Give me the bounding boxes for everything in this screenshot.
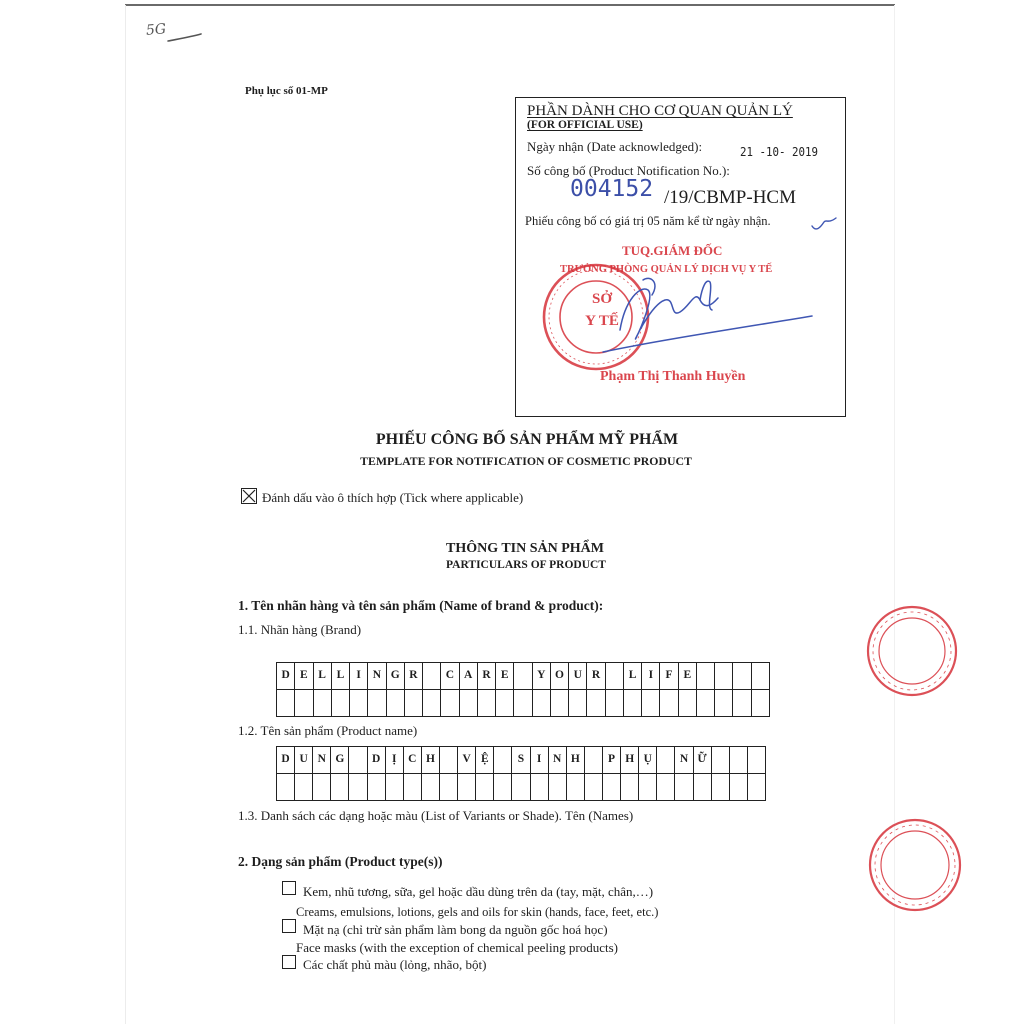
letter-box[interactable]: Ệ [476, 747, 494, 774]
product-type-label-en: Face masks (with the exception of chemical peeling products) [296, 940, 619, 955]
product-name-label: 1.2. Tên sản phẩm (Product name) [238, 723, 418, 738]
letter-box[interactable] [657, 774, 675, 801]
signer-name: Phạm Thị Thanh Huyền [600, 369, 746, 384]
letter-box[interactable] [387, 690, 405, 717]
product-type-checkbox-tints[interactable] [282, 955, 296, 969]
letter-box[interactable] [405, 690, 423, 717]
letter-box[interactable] [313, 774, 331, 801]
notification-number-suffix: /19/CBMP-HCM [664, 187, 796, 208]
letter-box[interactable] [295, 774, 313, 801]
letter-box[interactable]: N [675, 747, 693, 774]
letter-box[interactable]: R [587, 663, 605, 690]
letter-box[interactable] [715, 690, 733, 717]
product-type-label-vi: Mặt nạ (chỉ trừ sản phẩm làm bong da nguồn gốc hoá học) [303, 922, 608, 937]
letter-box[interactable] [295, 690, 313, 717]
letter-box[interactable]: Ụ [639, 747, 657, 774]
letter-box[interactable]: R [405, 663, 423, 690]
letter-box[interactable] [458, 774, 476, 801]
letter-box[interactable] [551, 690, 569, 717]
letter-box[interactable] [422, 774, 440, 801]
letter-box[interactable] [712, 774, 730, 801]
letter-box[interactable] [549, 774, 567, 801]
q2-heading: 2. Dạng sản phẩm (Product type(s)) [238, 854, 443, 869]
letter-box[interactable]: N [313, 747, 331, 774]
letter-box[interactable]: E [496, 663, 514, 690]
official-heading-vi: PHẦN DÀNH CHO CƠ QUAN QUẢN LÝ [527, 103, 793, 119]
letter-box[interactable] [585, 774, 603, 801]
handwritten-note: 5G [145, 21, 167, 39]
letter-box[interactable]: H [422, 747, 440, 774]
letter-box[interactable] [349, 747, 367, 774]
letter-box[interactable] [587, 690, 605, 717]
letter-box[interactable] [715, 663, 733, 690]
letter-box[interactable]: H [621, 747, 639, 774]
letter-box[interactable] [332, 690, 350, 717]
letter-box[interactable]: I [531, 747, 549, 774]
letter-box[interactable] [733, 663, 751, 690]
section-title-en: PARTICULARS OF PRODUCT [446, 559, 606, 571]
letter-box[interactable] [752, 690, 770, 717]
letter-box[interactable] [567, 774, 585, 801]
letter-box[interactable] [733, 690, 751, 717]
letter-box[interactable]: L [624, 663, 642, 690]
letter-box[interactable] [606, 690, 624, 717]
letter-box[interactable]: O [551, 663, 569, 690]
letter-box[interactable] [585, 747, 603, 774]
letter-box[interactable] [603, 774, 621, 801]
handwritten-stroke [0, 0, 1024, 60]
letter-box[interactable] [697, 663, 715, 690]
letter-box[interactable] [675, 774, 693, 801]
letter-box[interactable]: C [404, 747, 422, 774]
product-type-label-en: Creams, emulsions, lotions, gels and oils for skin (hands, face, feet, etc.) [296, 905, 659, 919]
letter-box[interactable]: A [460, 663, 478, 690]
authority-line-2: TRƯỞNG PHÒNG QUẢN LÝ DỊCH VỤ Y TẾ [560, 264, 773, 275]
date-acknowledged-label: Ngày nhận (Date acknowledged): [527, 139, 703, 154]
letter-box[interactable]: R [478, 663, 496, 690]
letter-box[interactable] [277, 690, 295, 717]
letter-box[interactable] [349, 774, 367, 801]
signature [516, 98, 845, 416]
letter-box[interactable] [657, 747, 675, 774]
letter-box[interactable]: C [441, 663, 459, 690]
official-heading-en: (FOR OFFICIAL USE) [527, 119, 643, 131]
brand-label: 1.1. Nhãn hàng (Brand) [238, 622, 362, 637]
validity-note: Phiếu công bố có giá trị 05 năm kể từ ngày nhận. [525, 214, 771, 228]
letter-box[interactable] [404, 774, 422, 801]
tick-example-checkbox[interactable] [241, 488, 257, 504]
letter-box[interactable]: U [295, 747, 313, 774]
letter-box[interactable] [423, 663, 441, 690]
letter-box[interactable]: Y [533, 663, 551, 690]
date-acknowledged-value: 21 -10- 2019 [740, 145, 819, 159]
partial-seal-lower [860, 815, 895, 915]
letter-box[interactable]: I [350, 663, 368, 690]
form-title-en: TEMPLATE FOR NOTIFICATION OF COSMETIC PRODUCT [360, 454, 692, 468]
tick-instruction-label: Đánh dấu vào ô thích hợp (Tick where applicable) [262, 490, 524, 505]
letter-box[interactable] [694, 774, 712, 801]
letter-box[interactable] [368, 774, 386, 801]
letter-box[interactable] [514, 690, 532, 717]
letter-box[interactable]: L [332, 663, 350, 690]
letter-box[interactable] [423, 690, 441, 717]
letter-box[interactable] [533, 690, 551, 717]
product-type-checkbox-creams[interactable] [282, 881, 296, 895]
letter-box[interactable]: E [679, 663, 697, 690]
letter-box[interactable] [712, 747, 730, 774]
letter-box[interactable]: D [368, 747, 386, 774]
letter-box[interactable] [478, 690, 496, 717]
letter-box[interactable]: V [458, 747, 476, 774]
form-title-vi: PHIẾU CÔNG BỐ SẢN PHẨM MỸ PHẨM [375, 431, 679, 448]
letter-box[interactable] [660, 690, 678, 717]
letter-box[interactable]: D [277, 663, 295, 690]
letter-box[interactable]: E [295, 663, 313, 690]
letter-box[interactable]: S [512, 747, 530, 774]
letter-box[interactable] [331, 774, 349, 801]
partial-seal-upper [860, 595, 895, 707]
letter-box[interactable] [730, 747, 748, 774]
letter-box[interactable]: N [549, 747, 567, 774]
letter-box[interactable] [386, 774, 404, 801]
letter-box[interactable]: Ị [386, 747, 404, 774]
section-title-vi: THÔNG TIN SẢN PHẨM [445, 541, 605, 556]
letter-box[interactable] [642, 690, 660, 717]
letter-box[interactable] [440, 747, 458, 774]
appendix-label: Phụ lục số 01-MP [245, 85, 328, 97]
letter-box[interactable] [494, 774, 512, 801]
product-type-label-vi: Các chất phủ màu (lỏng, nhão, bột) [303, 957, 487, 972]
letter-box[interactable] [277, 774, 295, 801]
seal-text-bottom: Y TẾ [585, 313, 619, 329]
variants-label: 1.3. Danh sách các dạng hoặc màu (List of Variants or Shade). Tên (Names) [238, 808, 634, 823]
letter-box[interactable]: H [567, 747, 585, 774]
notification-number-label: Số công bố (Product Notification No.): [527, 163, 730, 178]
letter-box[interactable] [748, 747, 766, 774]
cross-mark-icon [242, 489, 256, 503]
letter-box[interactable] [569, 690, 587, 717]
letter-box[interactable] [314, 690, 332, 717]
letter-box[interactable] [606, 663, 624, 690]
product-type-label-vi: Kem, nhũ tương, sữa, gel hoặc dầu dùng trên da (tay, mặt, chân,…) [303, 884, 654, 899]
letter-box[interactable]: N [368, 663, 386, 690]
letter-box[interactable] [460, 690, 478, 717]
letter-box[interactable] [621, 774, 639, 801]
letter-box[interactable] [679, 690, 697, 717]
letter-box[interactable] [512, 774, 530, 801]
letter-box[interactable] [639, 774, 657, 801]
letter-box[interactable]: F [660, 663, 678, 690]
letter-box[interactable] [748, 774, 766, 801]
letter-box[interactable] [730, 774, 748, 801]
seal-text-top: SỞ [591, 291, 613, 307]
letter-box[interactable] [350, 690, 368, 717]
letter-box[interactable]: P [603, 747, 621, 774]
letter-box[interactable]: Ữ [694, 747, 712, 774]
letter-box[interactable]: G [331, 747, 349, 774]
letter-box[interactable] [752, 663, 770, 690]
letter-box[interactable]: L [314, 663, 332, 690]
q1-heading: 1. Tên nhãn hàng và tên sản phẩm (Name of brand & product): [238, 598, 604, 613]
letter-box[interactable] [368, 690, 386, 717]
product-type-checkbox-face-masks[interactable] [282, 919, 296, 933]
letter-box[interactable]: G [387, 663, 405, 690]
letter-box[interactable] [476, 774, 494, 801]
letter-box[interactable] [624, 690, 642, 717]
letter-box[interactable] [697, 690, 715, 717]
notification-number: 004152 [570, 176, 654, 202]
brand-letter-grid [276, 662, 770, 717]
letter-box[interactable]: D [277, 747, 295, 774]
authority-line-1: TUQ.GIÁM ĐỐC [622, 243, 723, 258]
letter-box[interactable] [531, 774, 549, 801]
product-name-letter-grid [276, 746, 766, 801]
letter-box[interactable] [440, 774, 458, 801]
scan-edge-left [125, 5, 126, 1024]
letter-box[interactable] [494, 747, 512, 774]
letter-box[interactable]: I [642, 663, 660, 690]
letter-box[interactable] [441, 690, 459, 717]
official-use-box [515, 97, 846, 417]
letter-box[interactable] [514, 663, 532, 690]
letter-box[interactable]: U [569, 663, 587, 690]
letter-box[interactable] [496, 690, 514, 717]
